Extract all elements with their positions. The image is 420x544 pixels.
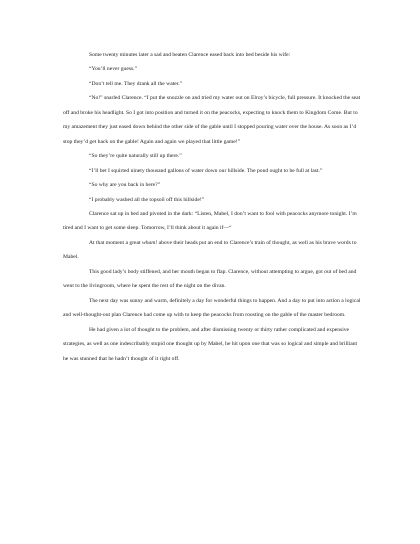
paragraph-10	[63, 236, 361, 265]
paragraph-9: Clarence sat up in bed and pivoted in the dark: “Listen, Mabel, I don’t want to fool with peacocks anymore tonight. I’m tired and I want to get some sleep. Tomorrow, I’ll think about it again if—“	[63, 210, 357, 232]
paragraph-10-end: above their heads put an end to Clarence’s train of thought, as well as his brave words to Mabel.	[63, 239, 357, 261]
wham-word: wham!	[141, 239, 158, 246]
paragraph-3: “Don’t tell me. They drank all the water.”	[89, 80, 183, 87]
paragraph-10-start: At that moment a great	[89, 239, 142, 246]
paragraph-6: “I’ll bet I squirted ninety thousand gallons of water down our hillside. The pond ought to be full at last.”	[89, 167, 323, 174]
story-text	[63, 48, 361, 366]
paragraph-4: “No!” snarled Clarence. “I put the snozzle on and tried my water out on Elroy’s bicycle, full pressure. It knocked the seat off and broke his headlight. So I got into position and turned it on the peacocks, expecting to knock them to Kingdom Come. But to my amazement they just eased down behind the other side of the gable until I stopped pouring water over the house. As soon as I’d stop they’d get back on the gable! Again and again we played that little game!”	[63, 95, 361, 145]
paragraph-12: The next day was sunny and warm, definitely a day for wonderful things to happen. And a day to put into action a logical and well-thought-out plan Clarence had come up with to keep the peacocks from roosting on the gable of the master bedroom.	[63, 297, 361, 319]
paragraph-7: “So why are you back in here?”	[89, 182, 161, 189]
paragraph-13: He had given a lot of thought to the problem, and after dismissing twenty or thirty rather complicated and expensive strategies, as well as one indescribably stupid one thought up by Mabel, he hit upon one that was so logical and simple and brilliant he was stunned that he hadn’t thought of it right off.	[63, 326, 358, 362]
paragraph-2: “You’ll never guess.”	[89, 66, 138, 73]
paragraph-5: “So they’re quite naturally still up there.”	[89, 153, 182, 160]
paragraph-8: “I probably washed all the topsoil off this hillside!”	[89, 196, 205, 203]
paragraph-1: Some twenty minutes later a sad and beaten Clarence eased back into bed beside his wife:	[89, 52, 291, 58]
paragraph-11: This good lady’s body stiffened, and her mouth began to flap. Clarence, without attempting to argue, got out of bed and went to the livingroom, where he spent the rest of the night on the divan.	[63, 268, 357, 290]
